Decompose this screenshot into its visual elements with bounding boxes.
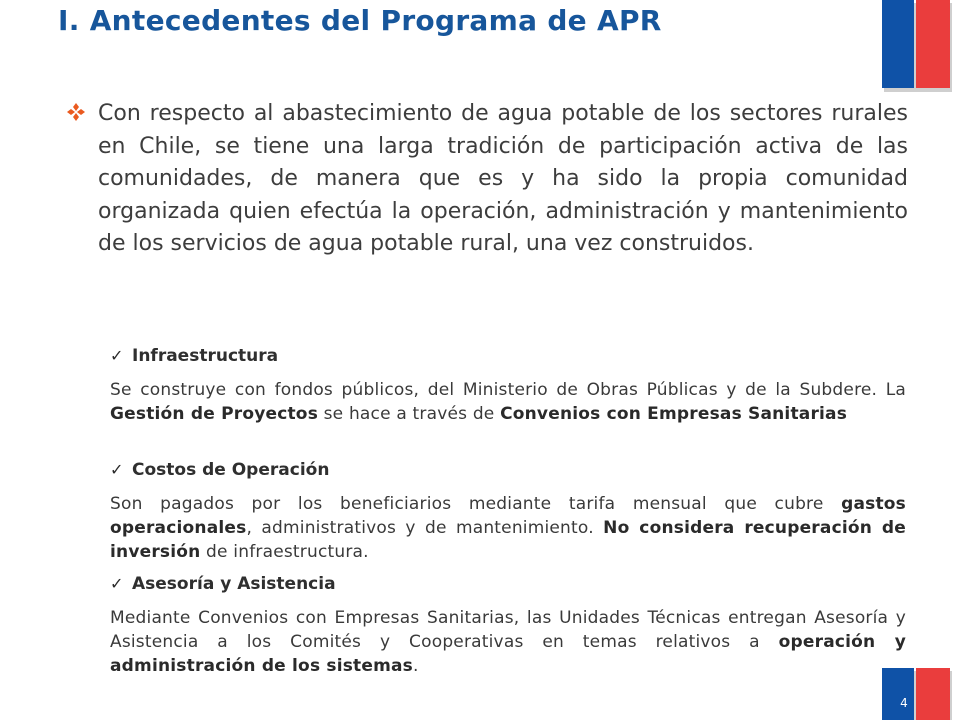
checkmark-icon: ✓ — [110, 346, 124, 365]
intro-paragraph: Con respecto al abastecimiento de agua potable de los sectores rurales en Chile, se tiene una larga tradición de participación activa de las comunidades, de manera que es y ha sido la propia comunidad organizada quien efectúa la operación, administración y mantenimiento de los servicios de agua potable rural, una vez construidos. — [98, 101, 908, 256]
chile-flag-decoration-top — [882, 0, 952, 92]
section-paragraph-infraestructura: Se construye con fondos públicos, del Ministerio de Obras Públicas y de la Subdere. La Gestión de Proyectos se hace a través de Convenios con Empresas Sanitarias — [110, 380, 906, 424]
page-number: 4 — [900, 696, 908, 710]
diamond-bullet-icon — [66, 102, 90, 126]
section-paragraph-asesoria: Mediante Convenios con Empresas Sanitarias, las Unidades Técnicas entregan Asesoría y Asistencia a los Comités y Cooperativas en temas relativos a operación y administración de los sistemas. — [110, 608, 906, 676]
section-heading-costos: ✓ Costos de Operación — [110, 460, 330, 480]
section-heading-infraestructura: ✓ Infraestructura — [110, 346, 279, 366]
section-heading-asesoria: ✓ Asesoría y Asistencia — [110, 574, 336, 594]
slide-title: I. Antecedentes del Programa de APR — [58, 4, 662, 37]
section-paragraph-costos: Son pagados por los beneficiarios mediante tarifa mensual que cubre gastos operacionales, administrativos y de mantenimiento. No considera recuperación de inversión de infraestructura. — [110, 494, 907, 562]
checkmark-icon: ✓ — [110, 460, 124, 479]
intro-bullet — [66, 98, 908, 261]
checkmark-icon: ✓ — [110, 574, 124, 593]
chile-flag-decoration-bottom — [882, 668, 952, 720]
